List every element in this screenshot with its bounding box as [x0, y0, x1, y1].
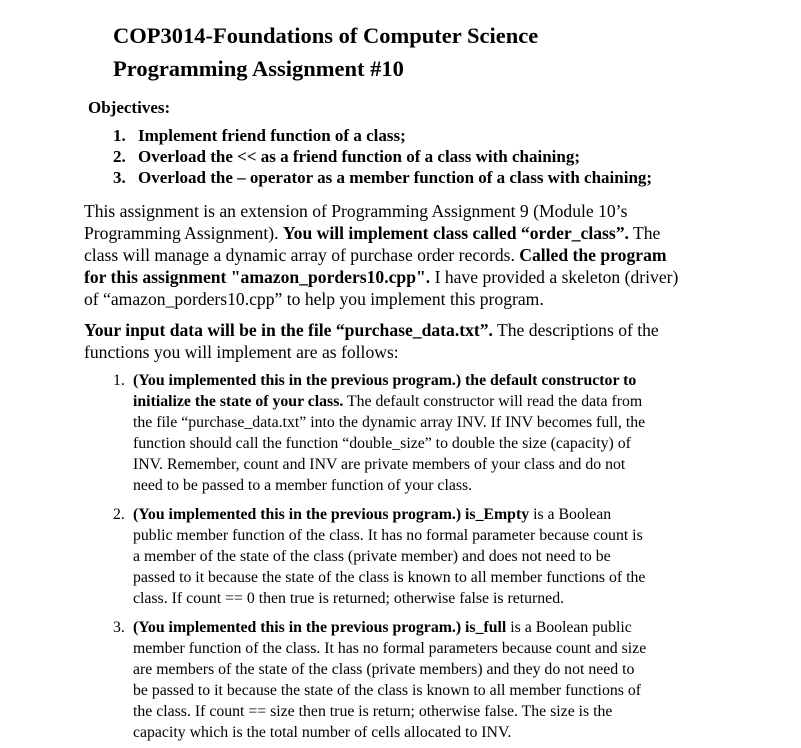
intro-bold: for this assignment "amazon_porders10.cpp".: [84, 267, 431, 287]
item-text: is a Boolean: [529, 506, 612, 523]
objectives-heading: Objectives:: [88, 98, 171, 117]
item-bold: (You implemented this in the previous program.) is_Empty: [133, 506, 530, 523]
item-number: 1.: [113, 372, 125, 389]
item-line: are members of the state of the class (private members) and they do not need to: [133, 661, 635, 678]
item-line: the class. If count == size then true is return; otherwise false. The size is the: [133, 703, 613, 720]
page-title: COP3014-Foundations of Computer Science: [113, 23, 539, 48]
intro-text: class will manage a dynamic array of purchase order records.: [84, 245, 520, 265]
item-bold: (You implemented this in the previous program.) is_full: [133, 619, 507, 636]
intro-line: This assignment is an extension of Programming Assignment 9 (Module 10’s: [84, 201, 628, 221]
objective-number: 3.: [113, 168, 126, 187]
list-item: [113, 372, 636, 390]
intro-bold: You will implement class called “order_class”.: [282, 223, 629, 243]
intro-line: [84, 245, 667, 266]
input-line: functions you will implement are as follows:: [84, 342, 399, 362]
intro-text: I have provided a skeleton (driver): [430, 267, 679, 287]
intro-bold: Called the program: [519, 245, 667, 265]
item-bold: initialize the state of your class.: [133, 393, 344, 410]
objective-text: Implement friend function of a class;: [138, 126, 406, 145]
intro-line: [84, 267, 678, 288]
item-line: public member function of the class. It has no formal parameter because count is: [133, 527, 643, 544]
input-text: The descriptions of the: [492, 320, 659, 340]
item-bold: (You implemented this in the previous program.) the default constructor to: [133, 372, 637, 389]
intro-line: [84, 223, 660, 244]
intro-text: Programming Assignment).: [84, 223, 283, 243]
intro-text: The: [628, 223, 661, 243]
item-line: INV. Remember, count and INV are private members of your class and do not: [133, 456, 626, 473]
intro-line: of “amazon_porders10.cpp” to help you implement this program.: [84, 289, 544, 309]
objective-text: Overload the << as a friend function of a class with chaining;: [138, 147, 581, 166]
objective-item: [113, 147, 580, 167]
item-line: be passed to it because the state of the class is known to all member functions of: [133, 682, 641, 699]
item-number: 2.: [113, 506, 125, 523]
item-line: need to be passed to a member function of your class.: [133, 477, 473, 494]
item-line: capacity which is the total number of cells allocated to INV.: [133, 724, 512, 741]
item-line: [133, 393, 642, 411]
item-line: passed to it because the state of the class is known to all member functions of the: [133, 569, 646, 586]
item-line: the file “purchase_data.txt” into the dynamic array INV. If INV becomes full, the: [133, 414, 646, 431]
item-line: a member of the state of the class (private member) and does not need to be: [133, 548, 611, 565]
input-bold: Your input data will be in the file “purchase_data.txt”.: [84, 320, 493, 340]
item-line: function should call the function “double_size” to double the size (capacity) of: [133, 435, 631, 452]
objective-text: Overload the – operator as a member function of a class with chaining;: [138, 168, 653, 187]
item-text: The default constructor will read the data from: [343, 393, 643, 410]
list-item: [113, 506, 611, 524]
item-line: class. If count == 0 then true is returned; otherwise false is returned.: [133, 590, 565, 607]
item-text: is a Boolean public: [506, 619, 632, 636]
item-line: member function of the class. It has no formal parameters because count and size: [133, 640, 647, 657]
objective-number: 2.: [113, 147, 126, 166]
input-line: [84, 320, 659, 341]
objective-item: [113, 168, 652, 188]
objective-number: 1.: [113, 126, 126, 145]
item-number: 3.: [113, 619, 125, 636]
objective-item: [113, 126, 406, 146]
page-subtitle: Programming Assignment #10: [113, 56, 404, 81]
list-item: [113, 619, 632, 637]
